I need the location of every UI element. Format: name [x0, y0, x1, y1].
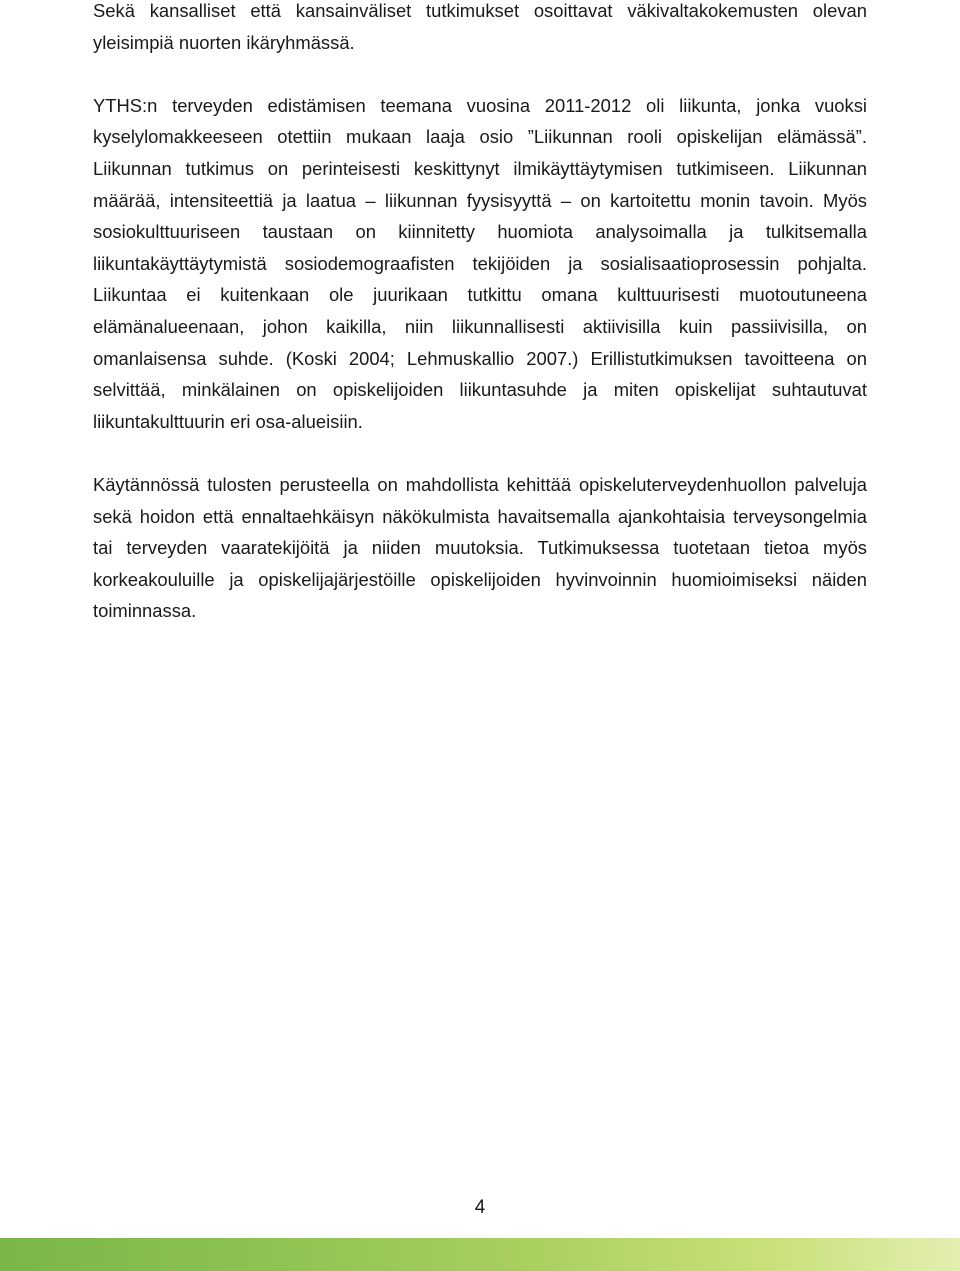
paragraph-violence-experiences: Sekä kansalliset että kansainväliset tutkimukset osoittavat väkivaltakokemusten olevan yleisimpiä nuorten ikäryhmässä.	[93, 0, 867, 53]
paragraph-physical-activity-study: YTHS:n terveyden edistämisen teemana vuosina 2011-2012 oli liikunta, jonka vuoksi kyselylomakkeeseen otettiin mukaan laaja osio ”Liikunnan rooli opiskelijan elämässä”. Liikunnan tutkimus on perinteisesti keskittynyt ilmikäyttäytymisen tutkimiseen. Liikunnan määrää, intensiteettiä ja laatua – liikunnan fyysisyyttä – on kartoitettu monin tavoin. Myös sosiokulttuuriseen taustaan on kiinnitetty huomiota analysoimalla ja tulkitsemalla liikuntakäyttäytymistä sosiodemograafisten tekijöiden ja sosialisaatioprosessin pohjalta. Liikuntaa ei kuitenkaan ole juurikaan tutkittu omana kulttuurisesti muotoutuneena elämänalueenaan, johon kaikilla, niin liikunnallisesti aktiivisilla kuin passiivisilla, on omanlaisensa suhde. (Koski 2004; Lehmuskallio 2007.) Erillistutkimuksen tavoitteena on selvittää, minkälainen on opiskelijoiden liikuntasuhde ja miten opiskelijat suhtautuvat liikuntakulttuurin eri osa-alueisiin.	[93, 94, 867, 432]
footer-decorative-bar	[0, 1238, 960, 1271]
page-number: 4	[474, 1197, 486, 1218]
paragraph-practical-outcomes: Käytännössä tulosten perusteella on mahdollista kehittää opiskeluterveydenhuollon palveluja sekä hoidon että ennaltaehkäisyn näkökulmista havaitsemalla ajankohtaisia terveysongelmia tai terveyden vaaratekijöitä ja niiden muutoksia. Tutkimuksessa tuotetaan tietoa myös korkeakouluille ja opiskelijajärjestöille opiskelijoiden hyvinvoinnin huomioimiseksi näiden toiminnassa.	[93, 473, 867, 622]
document-body	[93, 0, 867, 627]
